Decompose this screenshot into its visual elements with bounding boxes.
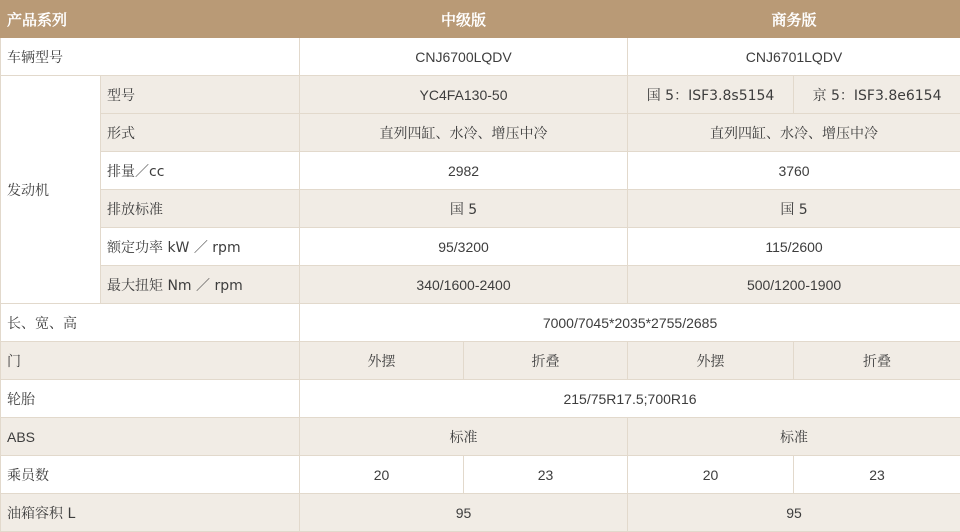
table-row-passengers — [1, 456, 960, 494]
table-row-displacement — [1, 152, 960, 190]
cell-engine-model-mid: YC4FA130-50 — [300, 76, 628, 114]
cell-passengers-mid-swing: 20 — [300, 456, 464, 494]
cell-door-business-fold: 折叠 — [794, 342, 960, 380]
cell-engine-model-business-guo5: 国 5：ISF3.8s5154 — [628, 76, 794, 114]
cell-abs-mid: 标准 — [300, 418, 628, 456]
cell-dimensions-value: 7000/7045*2035*2755/2685 — [300, 304, 960, 342]
cell-engine-model-business-jing5: 京 5：ISF3.8e6154 — [794, 76, 960, 114]
cell-door-business-swing: 外摆 — [628, 342, 794, 380]
cell-rated-power-mid: 95/3200 — [300, 228, 628, 266]
cell-max-torque-mid: 340/1600-2400 — [300, 266, 628, 304]
row-label-max-torque: 最大扭矩 Nm ／ rpm — [101, 266, 300, 304]
table-row-door — [1, 342, 960, 380]
row-label-engine: 发动机 — [1, 76, 101, 304]
cell-passengers-mid-fold: 23 — [464, 456, 628, 494]
row-label-rated-power: 额定功率 kW ／ rpm — [101, 228, 300, 266]
cell-door-mid-swing: 外摆 — [300, 342, 464, 380]
cell-passengers-business-fold: 23 — [794, 456, 960, 494]
cell-vehicle-model-business: CNJ6701LQDV — [628, 38, 960, 76]
table-header-row — [1, 1, 960, 38]
header-product-series: 产品系列 — [1, 1, 300, 38]
cell-door-mid-fold: 折叠 — [464, 342, 628, 380]
cell-abs-business: 标准 — [628, 418, 960, 456]
cell-engine-form-mid: 直列四缸、水冷、增压中冷 — [300, 114, 628, 152]
cell-passengers-business-swing: 20 — [628, 456, 794, 494]
table-row-max-torque — [1, 266, 960, 304]
row-label-passengers: 乘员数 — [1, 456, 300, 494]
row-label-displacement: 排量／cc — [101, 152, 300, 190]
cell-emission-business: 国 5 — [628, 190, 960, 228]
header-business-edition: 商务版 — [628, 1, 960, 38]
row-label-fuel-tank: 油箱容积 L — [1, 494, 300, 532]
row-label-vehicle-model: 车辆型号 — [1, 38, 300, 76]
table-row-rated-power — [1, 228, 960, 266]
cell-vehicle-model-mid: CNJ6700LQDV — [300, 38, 628, 76]
table-row-engine-model — [1, 76, 960, 114]
cell-emission-mid: 国 5 — [300, 190, 628, 228]
cell-engine-form-business: 直列四缸、水冷、增压中冷 — [628, 114, 960, 152]
cell-max-torque-business: 500/1200-1900 — [628, 266, 960, 304]
row-label-dimensions: 长、宽、高 — [1, 304, 300, 342]
row-label-engine-model: 型号 — [101, 76, 300, 114]
header-mid-edition: 中级版 — [300, 1, 628, 38]
table-row-dimensions — [1, 304, 960, 342]
row-label-tire: 轮胎 — [1, 380, 300, 418]
table-row-emission-standard — [1, 190, 960, 228]
row-label-door: 门 — [1, 342, 300, 380]
cell-fuel-tank-mid: 95 — [300, 494, 628, 532]
cell-displacement-mid: 2982 — [300, 152, 628, 190]
row-label-engine-form: 形式 — [101, 114, 300, 152]
cell-fuel-tank-business: 95 — [628, 494, 960, 532]
table-row-engine-form — [1, 114, 960, 152]
table-row-tire — [1, 380, 960, 418]
row-label-abs: ABS — [1, 418, 300, 456]
cell-rated-power-business: 115/2600 — [628, 228, 960, 266]
row-label-emission-standard: 排放标准 — [101, 190, 300, 228]
cell-tire-value: 215/75R17.5;700R16 — [300, 380, 960, 418]
table-row-fuel-tank — [1, 494, 960, 532]
table-row-abs — [1, 418, 960, 456]
table-row-vehicle-model — [1, 38, 960, 76]
cell-displacement-business: 3760 — [628, 152, 960, 190]
